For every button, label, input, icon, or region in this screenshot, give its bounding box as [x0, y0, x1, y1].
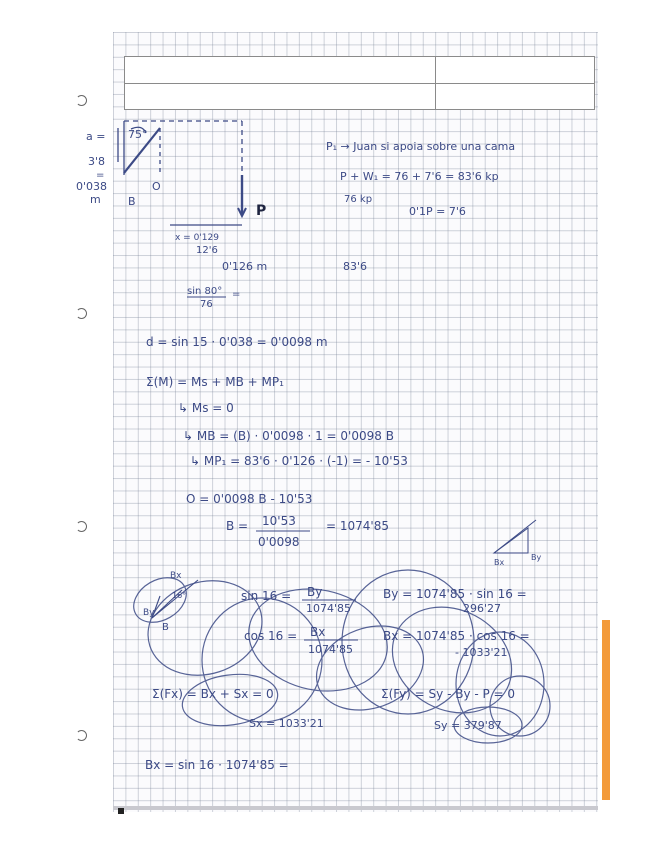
- point-o-label: O: [152, 180, 161, 193]
- distance-value: 12'6: [196, 245, 218, 256]
- sin-fraction-top: sin 80°: [187, 286, 223, 297]
- a-value-struck: 3'8: [88, 155, 106, 168]
- sy-value: Sy = 379'87: [434, 719, 502, 732]
- calc-sum-moments: Σ(M) = Ms + MB + MP₁: [146, 375, 284, 389]
- calc-b-result: = 1074'85: [326, 519, 389, 533]
- sum-fy: Σ(Fy) = Sy - By - P = 0: [381, 687, 516, 701]
- calc-mp1: ↳ MP₁ = 83'6 · 0'126 · (-1) = - 10'53: [190, 454, 408, 468]
- sin-fraction-bottom: 76: [200, 299, 213, 310]
- calc-ms: ↳ Ms = 0: [178, 401, 234, 415]
- note-line-1: P₁ → Juan si apoia sobre una cama: [326, 140, 516, 153]
- component-bx-label: Bx: [170, 571, 182, 581]
- calc-zero-equation: O = 0'0098 B - 10'53: [186, 492, 313, 506]
- sx-value: Sx = 1033'21: [249, 717, 324, 730]
- sum-fx: Σ(Fx) = Bx + Sx = 0: [152, 687, 274, 701]
- small-diagram-bx: Bx: [494, 558, 505, 567]
- small-triangle-hypotenuse: [494, 520, 536, 553]
- calc-b-numerator: 10'53: [262, 514, 296, 528]
- component-angle-label: 16°: [172, 591, 187, 600]
- sin-fraction-eq: =: [232, 289, 241, 300]
- note-line-3: 76 kp: [344, 194, 373, 205]
- calc-b-denominator: 0'0098: [258, 535, 300, 549]
- small-diagram-by: By: [531, 553, 542, 562]
- cos16-numerator: Bx: [310, 625, 326, 639]
- component-by-label: By: [143, 608, 155, 618]
- distance-struck: x = 0'129: [175, 233, 219, 243]
- page-bottom-edge: [113, 806, 598, 810]
- bx-result: - 1033'21: [455, 646, 508, 659]
- weight-total: 83'6: [343, 260, 368, 273]
- bx-line: Bx = 1074'85 · cos 16 =: [383, 629, 530, 643]
- calc-b-lhs: B =: [226, 519, 249, 533]
- sin16-denominator: 1074'85: [306, 602, 352, 615]
- note-line-2: P + W₁ = 76 + 7'6 = 83'6 kp: [340, 170, 499, 183]
- sin16-numerator: By: [307, 585, 323, 599]
- cos16-lhs: cos 16 =: [244, 629, 298, 643]
- a-unit: m: [90, 193, 101, 206]
- sin16-lhs: sin 16 =: [241, 589, 292, 603]
- calc-mb: ↳ MB = (B) · 0'0098 · 1 = 0'0098 B: [183, 429, 394, 443]
- small-triangle-diagram: [494, 520, 536, 553]
- note-line-4: 0'1P = 7'6: [409, 205, 466, 218]
- last-line: Bx = sin 16 · 1074'85 =: [145, 758, 289, 772]
- force-p-label: P: [256, 203, 267, 219]
- calc-d-line: d = sin 15 · 0'038 = 0'0098 m: [146, 335, 328, 349]
- by-result: 296'27: [463, 602, 502, 615]
- a-label: a =: [86, 130, 106, 143]
- point-b-label: B: [128, 195, 136, 208]
- a-eq: =: [96, 170, 105, 181]
- cos16-denominator: 1074'85: [308, 643, 354, 656]
- distance-result: 0'126 m: [222, 260, 268, 273]
- by-line: By = 1074'85 · sin 16 =: [383, 587, 527, 601]
- angle-label: 75°: [128, 128, 148, 141]
- component-b-label: B: [162, 622, 169, 633]
- a-value: 0'038: [76, 180, 108, 193]
- corner-mark: [118, 808, 124, 814]
